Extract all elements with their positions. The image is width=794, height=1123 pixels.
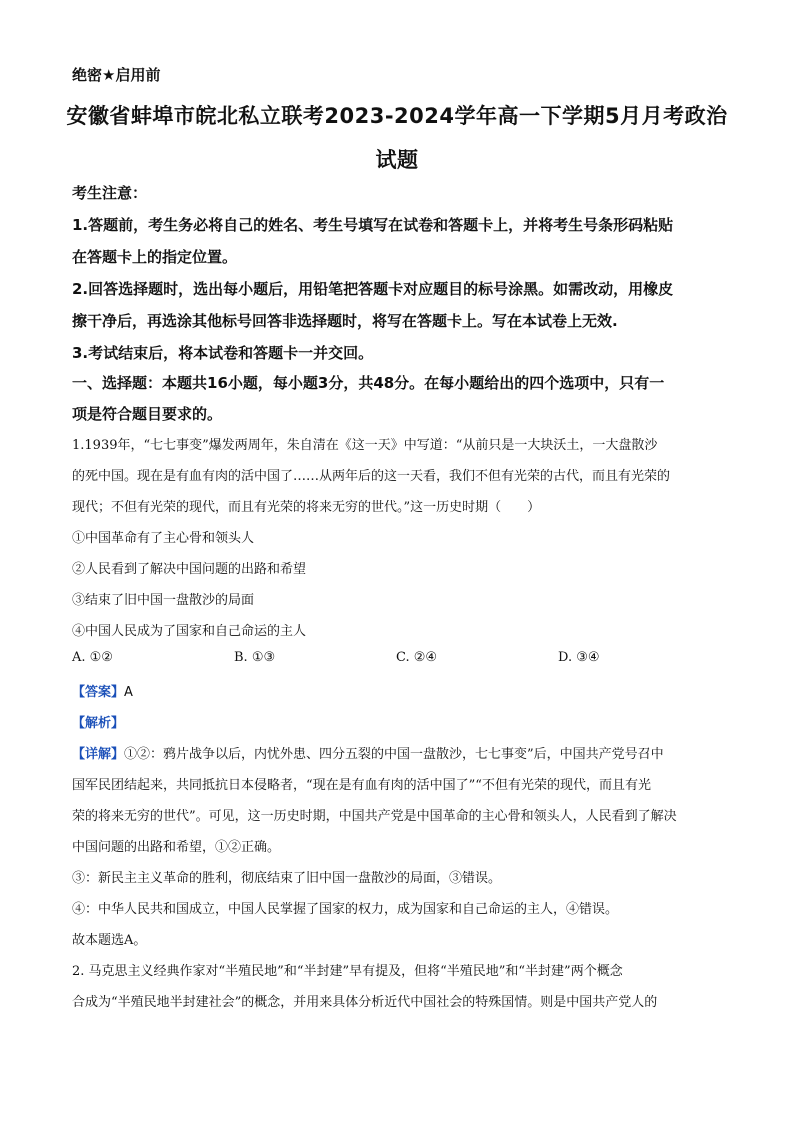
q1-stem-line-2: 的死中国。现在是有血有肉的活中国了……从两年后的这一天看，我们不但有光荣的古代，而且有光荣的: [72, 469, 671, 484]
q1-option-b: B. ①③: [234, 650, 276, 665]
section-heading-line-2: 项是符合题目要求的。: [72, 405, 223, 423]
q1-stem-line-3: 现代；不但有光荣的现代，而且有光荣的将来无穷的世代。”这一历史时期（ ）: [72, 500, 541, 515]
q1-option-d: D. ③④: [558, 650, 600, 665]
q1-detail-line-2: 国军民团结起来，共同抵抗日本侵略者，“现在是有血有肉的活中国了”“不但有光荣的现代，而且有光: [72, 778, 651, 793]
q1-analysis-heading: [72, 712, 728, 731]
notice-item-1-line-1: 1.答题前，考生务必将自己的姓名、考生号填写在试卷和答题卡上，并将考生号条形码粘贴: [72, 216, 674, 234]
q1-statement-1: ①中国革命有了主心骨和领头人: [72, 531, 255, 546]
page-title-line1: 安徽省蚌埠市皖北私立联考2023-2024学年高一下学期5月月考政治: [66, 104, 728, 128]
detail-tag: 【详解】: [72, 747, 125, 762]
q1-option-c: C. ②④: [396, 650, 438, 665]
page-title-line2: 试题: [375, 148, 419, 172]
q1-conclusion: 故本题选A。: [72, 933, 147, 948]
notice-item-2-line-2: 擦干净后，再选涂其他标号回答非选择题时，将写在答题卡上。写在本试卷上无效.: [72, 312, 618, 330]
answer-value: A: [124, 685, 133, 700]
section-heading-line-1: 一、选择题：本题共16小题，每小题3分，共48分。在每小题给出的四个选项中，只有一: [72, 374, 665, 392]
q1-detail-line-6: ④：中华人民共和国成立，中国人民掌握了国家的权力，成为国家和自己命运的主人，④错误。: [72, 902, 619, 917]
notice-item-3: 3.考试结束后，将本试卷和答题卡一并交回。: [72, 344, 374, 362]
q1-option-a: A. ①②: [72, 650, 113, 665]
confidential-mark: 绝密★启用前: [72, 66, 161, 84]
q1-detail-line-5: ③：新民主主义革命的胜利，彻底结束了旧中国一盘散沙的局面，③错误。: [72, 871, 502, 886]
analysis-tag: 【解析】: [72, 716, 125, 731]
q1-stem-line-1: 1.1939年，“七七事变”爆发两周年，朱自清在《这一天》中写道：“从前只是一大块沃土，一大盘散沙: [72, 438, 658, 453]
q1-statement-4: ④中国人民成为了国家和自己命运的主人: [72, 624, 307, 639]
q2-stem-line-2: 合成为“半殖民地半封建社会”的概念，并用来具体分析近代中国社会的特殊国情。则是中国共产党人的: [72, 995, 658, 1010]
detail-text-1: ①②：鸦片战争以后，内忧外患、四分五裂的中国一盘散沙，七七事变”后，中国共产党号召中: [124, 747, 664, 762]
q1-statement-3: ③结束了旧中国一盘散沙的局面: [72, 593, 255, 608]
q1-detail-line-1: [72, 743, 728, 762]
notice-heading: 考生注意：: [72, 184, 148, 202]
q2-stem-line-1: 2. 马克思主义经典作家对“半殖民地”和“半封建”早有提及，但将“半殖民地”和“半封建”两个概念: [72, 964, 623, 979]
q1-detail-line-4: 中国问题的出路和希望，①②正确。: [72, 840, 281, 855]
answer-tag: 【答案】: [72, 685, 125, 700]
notice-item-1-line-2: 在答题卡上的指定位置。: [72, 248, 238, 266]
q1-detail-line-3: 荣的将来无穷的世代”。可见，这一历史时期，中国共产党是中国革命的主心骨和领头人，人民看到了解决: [72, 809, 677, 824]
q1-statement-2: ②人民看到了解决中国问题的出路和希望: [72, 562, 307, 577]
q1-answer: [72, 681, 728, 700]
notice-item-2-line-1: 2.回答选择题时，选出每小题后，用铅笔把答题卡对应题目的标号涂黑。如需改动，用橡皮: [72, 280, 674, 298]
